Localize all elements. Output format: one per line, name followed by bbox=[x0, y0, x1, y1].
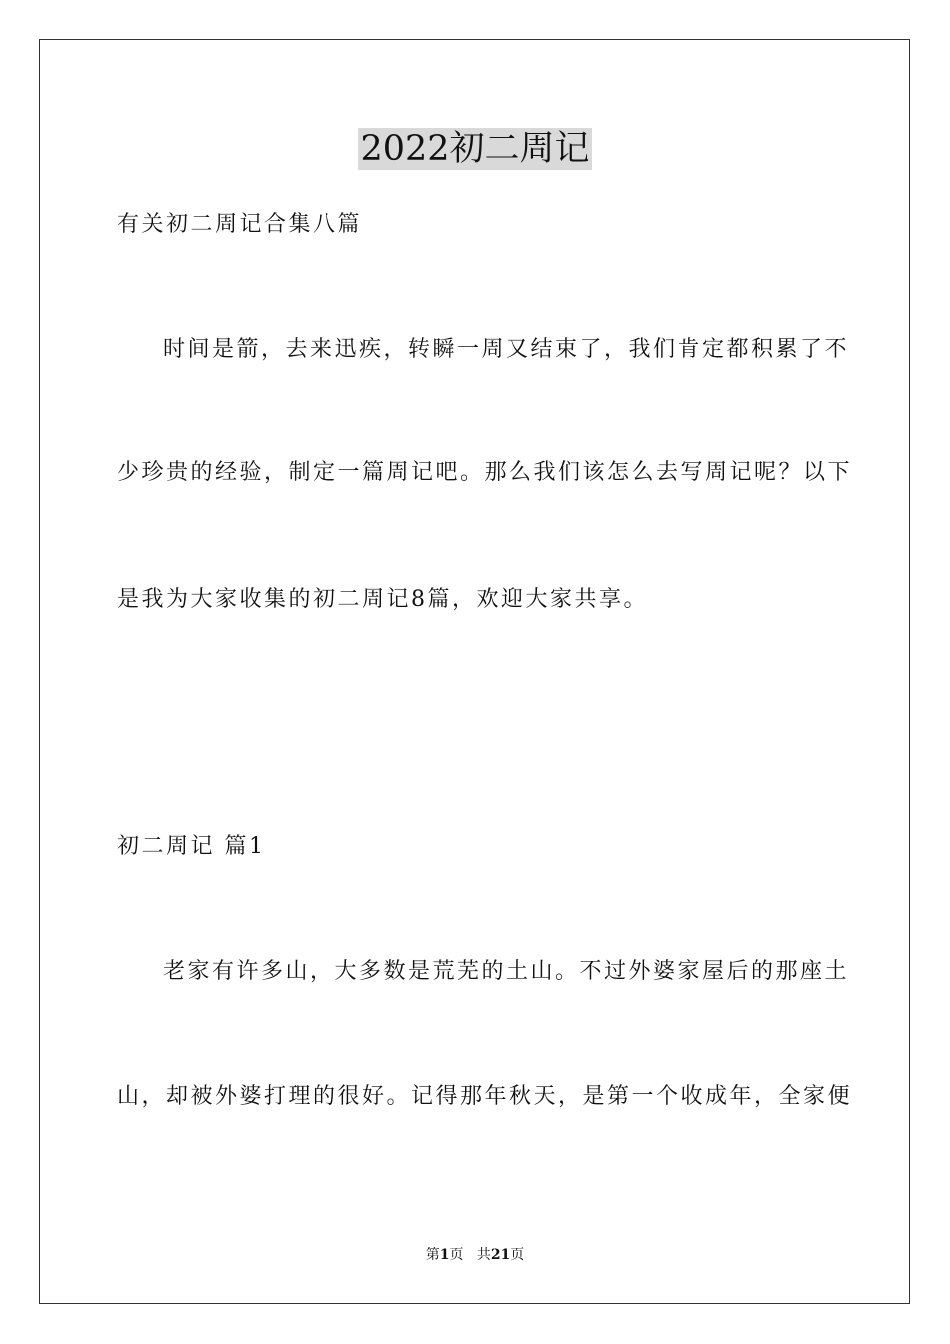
intro-line-2: 少珍贵的经验，制定一篇周记吧。那么我们该怎么去写周记呢？以下 bbox=[117, 460, 853, 485]
footer-page-prefix: 第 bbox=[425, 1247, 440, 1263]
footer-total-prefix: 共 bbox=[476, 1247, 491, 1263]
page-footer bbox=[0, 1246, 950, 1264]
footer-total-suffix: 页 bbox=[510, 1247, 525, 1263]
footer-page-suffix: 页 bbox=[449, 1247, 464, 1263]
section-heading: 初二周记 篇1 bbox=[117, 834, 266, 859]
document-title-text: 2022初二周记 bbox=[360, 129, 590, 169]
section-line-1: 老家有许多山，大多数是荒芜的土山。不过外婆家屋后的那座土 bbox=[163, 959, 850, 984]
intro-line-3: 是我为大家收集的初二周记8篇，欢迎大家共享。 bbox=[117, 587, 648, 612]
section-line-2: 山，却被外婆打理的很好。记得那年秋天，是第一个收成年，全家便 bbox=[117, 1084, 853, 1109]
document-subtitle: 有关初二周记合集八篇 bbox=[117, 212, 363, 237]
footer-page-number: 1 bbox=[439, 1247, 450, 1263]
document-title bbox=[0, 128, 950, 170]
footer-total-pages: 21 bbox=[490, 1247, 511, 1263]
intro-line-1: 时间是箭，去来迅疾，转瞬一周又结束了，我们肯定都积累了不 bbox=[163, 337, 850, 362]
